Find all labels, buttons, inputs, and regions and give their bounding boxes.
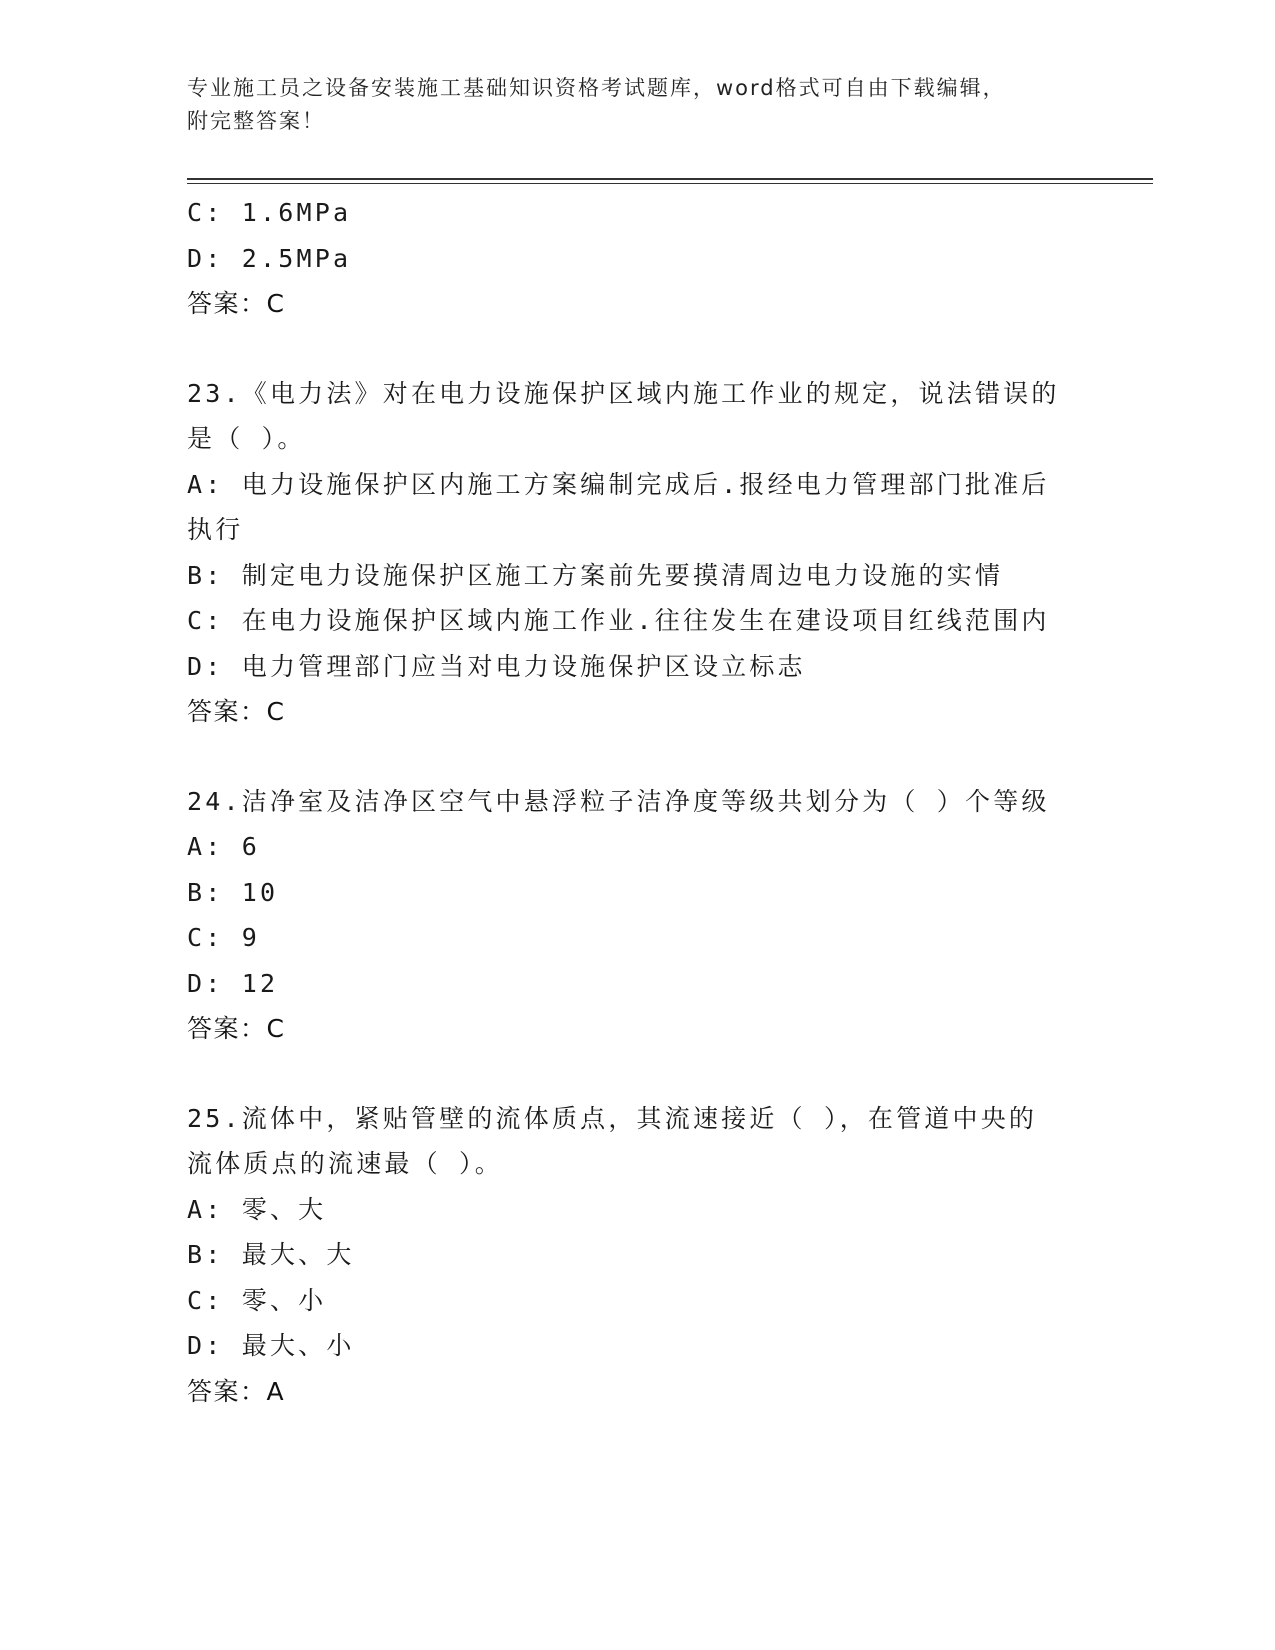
question-23: [187, 371, 1087, 735]
answer-line: 答案：A: [187, 1376, 286, 1406]
option-b: B: 最大、大: [187, 1240, 355, 1269]
option-c: C: 在电力设施保护区域内施工作业.往往发生在建设项目红线范围内: [187, 606, 1050, 635]
header-divider-thin: [187, 183, 1153, 184]
option-a: A: 电力设施保护区内施工方案编制完成后.报经电力管理部门批准后: [187, 469, 1050, 499]
option-b: B: 10: [187, 877, 279, 907]
question-list: [187, 190, 1087, 1414]
option-d: D: 电力管理部门应当对电力设施保护区设立标志: [187, 651, 806, 681]
question-24: [187, 779, 1087, 1052]
option-c: C: 9: [187, 923, 261, 952]
option-d: D: 2.5MPa: [187, 243, 352, 273]
question-stem-line: 25.流体中，紧贴管壁的流体质点，其流速接近（ ），在管道中央的: [187, 1103, 1038, 1133]
question-spacer: [187, 327, 1087, 371]
option-a-continued: 执行: [187, 515, 244, 544]
question-spacer: [187, 1052, 1087, 1096]
header-divider-thick: [187, 178, 1153, 180]
option-d: D: 12: [187, 968, 279, 998]
option-a: A: 零、大: [187, 1194, 327, 1224]
question-stem-line: 24.洁净室及洁净区空气中悬浮粒子洁净度等级共划分为（ ）个等级: [187, 786, 1050, 816]
header-title-line-1: 专业施工员之设备安装施工基础知识资格考试题库，word格式可自由下载编辑，: [187, 76, 1006, 100]
option-d: D: 最大、小: [187, 1331, 355, 1360]
question-25: [187, 1096, 1087, 1415]
question-22-continued: [187, 190, 1087, 327]
option-c: C: 1.6MPa: [187, 198, 352, 227]
question-stem-line: 流体质点的流速最（ ）。: [187, 1149, 503, 1178]
question-stem-line: 23.《电力法》对在电力设施保护区域内施工作业的规定，说法错误的: [187, 378, 1060, 408]
document-header: [187, 72, 1067, 138]
answer-line: 答案：C: [187, 289, 286, 318]
question-spacer: [187, 735, 1087, 779]
answer-line: 答案：C: [187, 697, 286, 726]
answer-line: 答案：C: [187, 1014, 286, 1043]
question-stem-line: 是（ ）。: [187, 424, 306, 453]
header-title-line-2: 附完整答案！: [187, 109, 325, 133]
option-c: C: 零、小: [187, 1285, 327, 1315]
option-b: B: 制定电力设施保护区施工方案前先要摸清周边电力设施的实情: [187, 560, 1004, 590]
option-a: A: 6: [187, 832, 261, 861]
